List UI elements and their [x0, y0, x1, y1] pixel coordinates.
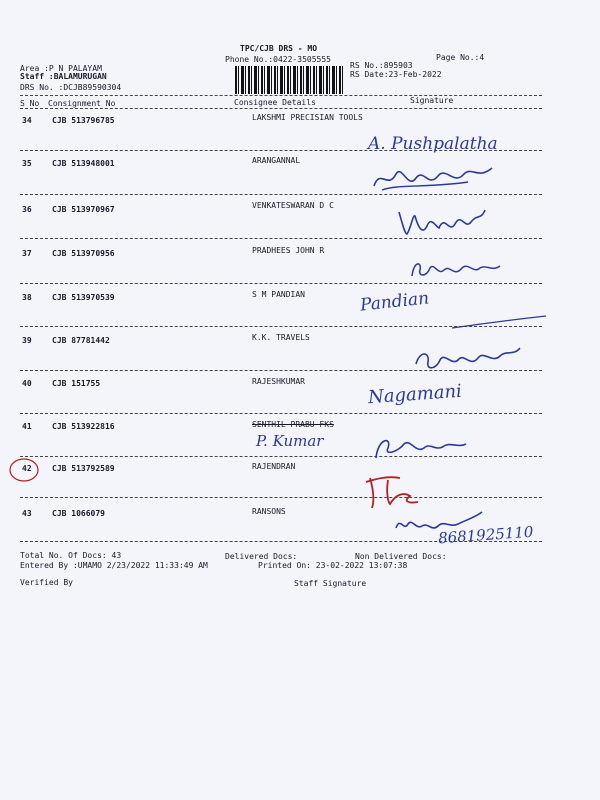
divider [20, 95, 542, 96]
row-sno: 42 [22, 464, 32, 473]
handwritten-signature-35 [368, 160, 498, 196]
rs-date: RS Date:23-Feb-2022 [350, 70, 442, 79]
drs-number: DRS No. :DCJB89590304 [20, 83, 122, 92]
row-consignee: PRADHEES JOHN R [252, 246, 325, 255]
signature-underline-38 [450, 312, 550, 332]
non-delivered-docs: Non Delivered Docs: [355, 552, 447, 561]
handwritten-signature-36 [395, 204, 490, 240]
staff [20, 72, 107, 81]
divider [20, 413, 542, 414]
entered-by: Entered By :UMAMO 2/23/2022 11:33:49 AM [20, 561, 208, 570]
printed-on: Printed On: 23-02-2022 13:07:38 [258, 561, 408, 570]
handwritten-signature-39 [410, 342, 525, 376]
row-sno: 40 [22, 379, 32, 388]
staff-label: Staff : [20, 72, 54, 81]
rs-number: RS No.:895903 [350, 61, 413, 70]
row-consignee: SENTHIL PRABU FKS [252, 420, 334, 429]
row-sno: 36 [22, 205, 32, 214]
staff-name: BALAMURUGAN [53, 72, 107, 81]
row-consignee: RAJENDRAN [252, 462, 296, 471]
total-docs: Total No. Of Docs: 43 [20, 551, 122, 560]
handwritten-signature-42 [360, 468, 440, 512]
staff-signature: Staff Signature [294, 579, 367, 588]
row-consignment: CJB 513970956 [52, 249, 115, 258]
row-consignment: CJB 513792589 [52, 464, 115, 473]
area: Area :P N PALAYAM [20, 64, 102, 73]
row-consignee: VENKATESWARAN D C [252, 201, 334, 210]
handwritten-signature-40: Nagamani [367, 380, 463, 409]
document-title: TPC/CJB DRS - MO [240, 44, 318, 53]
row-consignment: CJB 1066079 [52, 509, 105, 518]
row-consignee: RANSONS [252, 507, 286, 516]
row-sno: 39 [22, 336, 32, 345]
row-consignee: S M PANDIAN [252, 290, 305, 299]
row-sno: 34 [22, 116, 32, 125]
delivered-docs: Delivered Docs: [225, 552, 298, 561]
row-sno: 38 [22, 293, 32, 302]
handwritten-signature-37 [408, 254, 503, 284]
handwritten-signature-41 [370, 432, 470, 464]
row-consignee: ARANGANNAL [252, 156, 301, 165]
row-consignee: RAJESHKUMAR [252, 377, 305, 386]
row-consignment: CJB 513796785 [52, 116, 115, 125]
row-consignment: CJB 513970539 [52, 293, 115, 302]
row-sno: 37 [22, 249, 32, 258]
row-consignment: CJB 513948001 [52, 159, 115, 168]
handwritten-name-41: P. Kumar [256, 432, 324, 450]
divider [20, 108, 542, 109]
handwritten-signature-38: Pandian [359, 288, 431, 316]
circle-mark-42 [7, 456, 41, 484]
handwritten-phone-43: 8681925110 [437, 522, 534, 548]
row-sno: 43 [22, 509, 32, 518]
row-sno: 35 [22, 159, 32, 168]
row-consignee: K.K. TRAVELS [252, 333, 310, 342]
row-consignment: CJB 87781442 [52, 336, 110, 345]
row-sno: 41 [22, 422, 32, 431]
row-consignment: CJB 513922816 [52, 422, 115, 431]
phone-number: Phone No.:0422-3505555 [225, 55, 331, 64]
row-consignment: CJB 151755 [52, 379, 101, 388]
verified-by: Verified By [20, 578, 73, 587]
row-consignee: LAKSHMI PRECISIAN TOOLS [252, 113, 363, 122]
divider [20, 497, 542, 498]
column-consignee: Consignee Details [234, 98, 316, 107]
handwritten-signature-34: A. Pushpalatha [368, 134, 498, 154]
barcode [235, 66, 345, 94]
column-signature: Signature [410, 96, 454, 105]
row-consignment: CJB 513970967 [52, 205, 115, 214]
column-sno: S No [20, 99, 40, 108]
column-consignment: Consignment No [48, 99, 116, 108]
page-number: Page No.:4 [436, 53, 485, 62]
